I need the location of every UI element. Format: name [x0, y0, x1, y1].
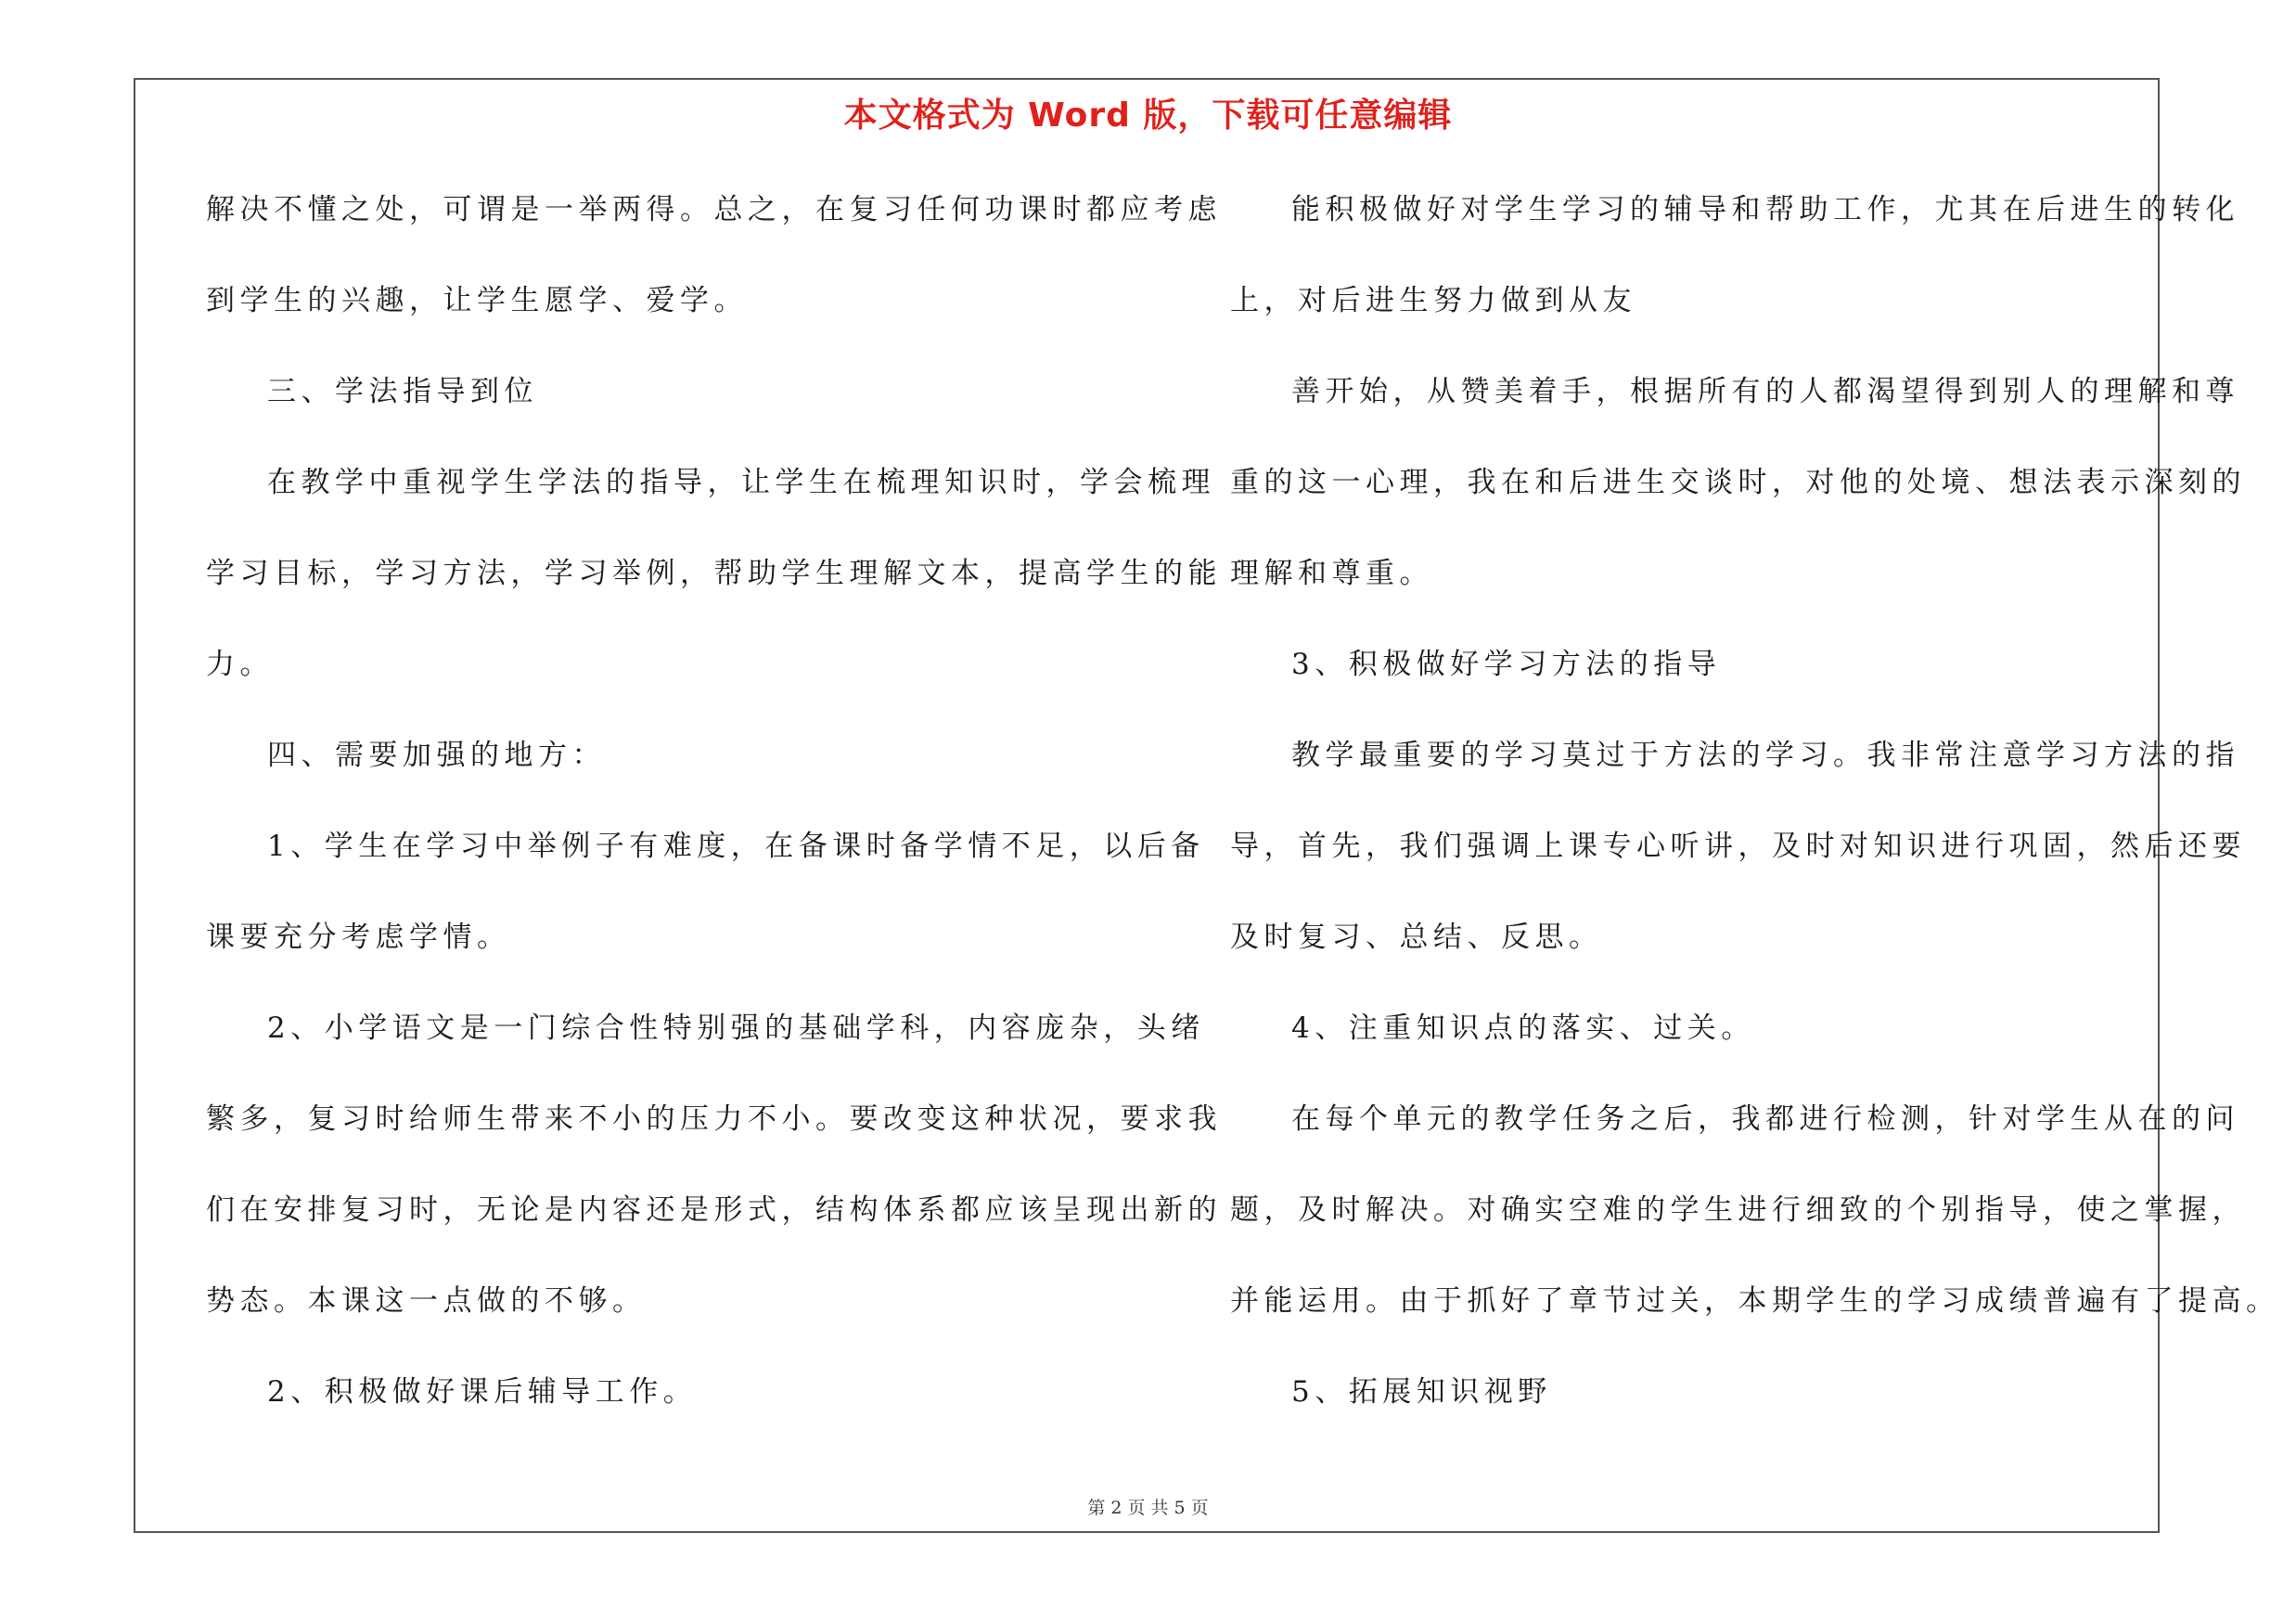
left-column-line: 课要充分考虑学情。: [206, 921, 511, 954]
right-column-line: 理解和尊重。: [1230, 557, 1433, 590]
right-column-line: 题，及时解决。对确实空难的学生进行细致的个别指导，使之掌握，: [1230, 1193, 2246, 1227]
left-column-line: 2、小学语文是一门综合性特别强的基础学科，内容庞杂，头绪: [267, 1011, 1205, 1045]
left-column-line: 势态。本课这一点做的不够。: [206, 1284, 647, 1318]
right-column-line: 重的这一心理，我在和后进生交谈时，对他的处境、想法表示深刻的: [1230, 466, 2246, 499]
left-column-line: 2、积极做好课后辅导工作。: [267, 1375, 698, 1409]
right-text-column: [1230, 182, 2280, 1455]
right-column-line: 3、积极做好学习方法的指导: [1291, 648, 1722, 681]
right-column-line: 能积极做好对学生学习的辅导和帮助工作，尤其在后进生的转化: [1291, 193, 2239, 226]
left-column-line: 1、学生在学习中举例子有难度，在备课时备学情不足，以后备: [267, 830, 1205, 863]
right-column-line: 及时复习、总结、反思。: [1230, 921, 1603, 954]
right-column-line: 5、拓展知识视野: [1291, 1375, 1552, 1409]
format-notice-banner: 本文格式为 Word 版，下载可任意编辑: [843, 97, 1453, 135]
right-column-line: 教学最重要的学习莫过于方法的学习。我非常注意学习方法的指: [1291, 739, 2239, 772]
left-column-line: 到学生的兴趣，让学生愿学、爱学。: [206, 284, 748, 317]
left-column-line: 繁多，复习时给师生带来不小的压力不小。要改变这种状况，要求我: [206, 1102, 1222, 1136]
left-text-column: [206, 182, 1222, 1455]
right-column-line: 4、注重知识点的落实、过关。: [1291, 1011, 1755, 1045]
right-column-line: 善开始，从赞美着手，根据所有的人都渴望得到别人的理解和尊: [1291, 375, 2239, 408]
left-column-line: 在教学中重视学生学法的指导，让学生在梳理知识时，学会梳理: [267, 466, 1215, 499]
left-column-line: 三、学法指导到位: [267, 375, 538, 408]
left-column-line: 四、需要加强的地方：: [267, 739, 606, 772]
left-column-line: 解决不懂之处，可谓是一举两得。总之，在复习任何功课时都应考虑: [206, 193, 1222, 226]
right-column-line: 导，首先，我们强调上课专心听讲，及时对知识进行巩固，然后还要: [1230, 830, 2246, 863]
left-column-line: 学习目标，学习方法，学习举例，帮助学生理解文本，提高学生的能: [206, 557, 1222, 590]
left-column-line: 们在安排复习时，无论是内容还是形式，结构体系都应该呈现出新的: [206, 1193, 1222, 1227]
page-number-footer: 第 2 页 共 5 页: [1087, 1498, 1209, 1518]
right-column-line: 并能运用。由于抓好了章节过关，本期学生的学习成绩普遍有了提高。: [1230, 1284, 2280, 1318]
right-column-line: 在每个单元的教学任务之后，我都进行检测，针对学生从在的问: [1291, 1102, 2239, 1136]
right-column-line: 上，对后进生努力做到从友: [1230, 284, 1636, 317]
left-column-line: 力。: [206, 648, 274, 681]
